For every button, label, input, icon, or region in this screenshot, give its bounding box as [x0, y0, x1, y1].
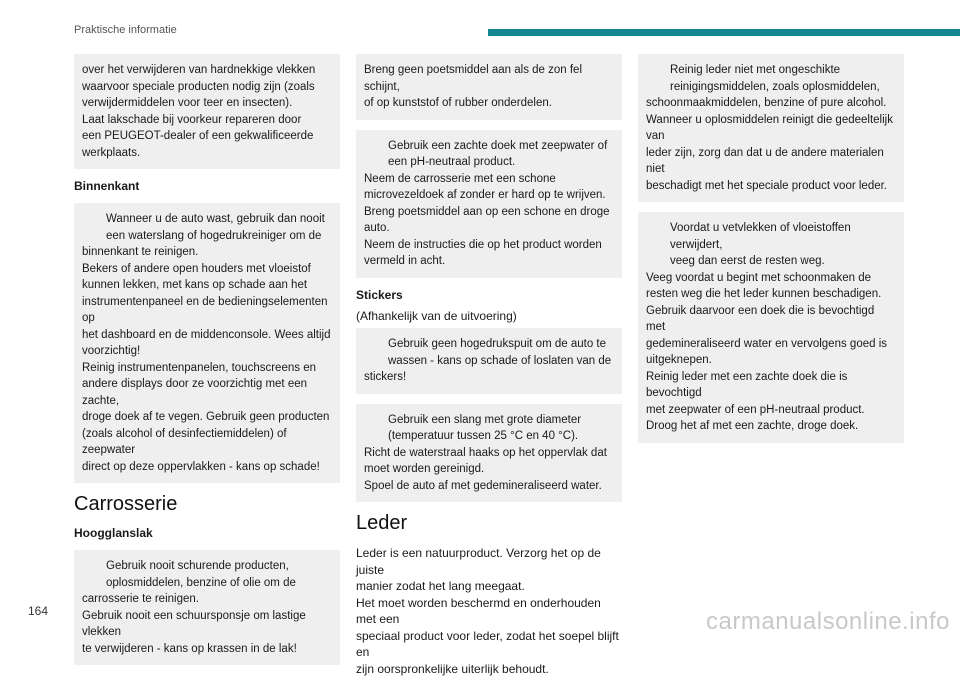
column-2: [356, 54, 622, 685]
text-line: Voordat u vetvlekken of vloeistoffen verwijdert,: [670, 222, 851, 251]
text-line: vermeld in acht.: [364, 255, 446, 267]
text-line: gedemineraliseerd water en vervolgens goed is: [646, 337, 888, 350]
info-box-hose: [356, 404, 622, 503]
column-3: [638, 54, 904, 453]
text-line: speciaal product voor leder, zodat het soepel blijft en: [356, 628, 619, 659]
text-line: stickers!: [364, 371, 407, 383]
warning-icon: [368, 337, 380, 355]
warning-icon: [650, 63, 662, 81]
text-line: Reinig leder met een zachte doek die is bevochtigd: [646, 370, 848, 399]
text-line: moet worden gereinigd.: [364, 463, 485, 475]
text-line: Wanneer u de auto wast, gebruik dan nooit: [106, 213, 325, 225]
text-line: te verwijderen - kans op krassen in de lak!: [82, 642, 297, 655]
warning-icon: [86, 212, 98, 230]
text-line: (temperatuur tussen 25 °C en 40 °C).: [388, 430, 579, 442]
text-line: Wanneer u oplosmiddelen reinigt die gedeeltelijk van: [646, 113, 893, 142]
text-line: Breng geen poetsmiddel aan als de zon fel schijnt,: [364, 64, 583, 93]
text-line: Neem de carrosserie met een schone: [364, 172, 556, 185]
running-header: Praktische informatie: [74, 24, 177, 36]
text-line: Veeg voordat u begint met schoonmaken de: [646, 271, 872, 284]
warning-box-leather: [638, 54, 904, 202]
subheading-gloss-paint: Hoogglanslak: [74, 526, 153, 540]
text-line: waarvoor speciale producten nodig zijn (zoals: [82, 80, 315, 93]
leather-intro: [356, 545, 622, 677]
info-icon: [650, 221, 662, 243]
info-lead: [364, 412, 614, 445]
warning-box-stickers: [356, 328, 622, 394]
text-line: (zoals alcohol of desinfectiemiddelen) of zeepwater: [82, 427, 287, 456]
warning-icon: [86, 559, 98, 577]
text-line: kunnen lekken, met kans op schade aan het: [82, 279, 308, 291]
info-box-stains: [638, 212, 904, 443]
warning-box-body: [74, 550, 340, 665]
text-line: Gebruik nooit een schuursponsje om lastige vlekken: [82, 609, 306, 638]
text-line: manier zodat het lang meegaat.: [356, 579, 525, 593]
text-line: wassen - kans op schade of loslaten van de: [388, 354, 612, 367]
text-line: Gebruik geen hogedrukspuit om de auto te: [388, 338, 607, 350]
text-line: Het moet worden beschermd en onderhouden met een: [356, 595, 601, 626]
text-line: over het verwijderen van hardnekkige vlekken: [82, 64, 316, 76]
column-1: [74, 54, 340, 675]
text-line: schoonmaakmiddelen, benzine of pure alcohol.: [646, 97, 887, 109]
info-box-cloth: [356, 130, 622, 278]
text-line: oplosmiddelen, benzine of olie om de: [106, 576, 296, 589]
text-line: droge doek af te vegen. Gebruik geen producten: [82, 411, 330, 423]
subheading-interior: Binnenkant: [74, 179, 140, 193]
text-line: Bekers of andere open houders met vloeistof: [82, 262, 311, 275]
text-line: Leder is een natuurproduct. Verzorg het op de juiste: [356, 546, 601, 577]
header-accent-bar: [488, 29, 960, 36]
text-line: beschadigt met het speciale product voor leder.: [646, 179, 888, 192]
text-line: resten weg die het leder kunnen beschadigen.: [646, 288, 882, 300]
note-box-continued: [74, 54, 340, 169]
warning-lead: [364, 336, 614, 369]
subheading-stickers: Stickers: [356, 287, 403, 302]
text-line: Reinig instrumentenpanelen, touchscreens en: [82, 361, 316, 374]
text-line: een waterslang of hogedrukreiniger om de: [106, 229, 322, 242]
text-line: met zeepwater of een pH-neutraal product.: [646, 403, 865, 416]
text-line: Laat lakschade bij voorkeur repareren door: [82, 113, 302, 126]
text-line: veeg dan eerst de resten weg.: [670, 255, 825, 267]
text-line: auto.: [364, 222, 390, 234]
text-line: een PEUGEOT-dealer of een gekwalificeerde: [82, 130, 314, 142]
info-icon: [368, 139, 380, 161]
text-line: instrumentenpaneel en de bedieningselementen op: [82, 295, 328, 324]
info-icon: [368, 413, 380, 435]
text-line: leder zijn, zorg dan dat u de andere materialen niet: [646, 146, 884, 175]
text-line: Droog het af met een zachte, droge doek.: [646, 420, 859, 432]
warning-lead: [82, 558, 332, 591]
text-line: andere displays door ze voorzichtig met een zachte,: [82, 378, 308, 407]
text-line: verwijdermiddelen voor teer en insecten).: [82, 97, 293, 109]
info-lead: [364, 138, 614, 171]
text-line: Breng poetsmiddel aan op een schone en droge: [364, 205, 610, 218]
watermark: carmanualsonline.info: [706, 608, 950, 635]
text-line: Gebruik een zachte doek met zeepwater of: [388, 139, 608, 152]
warning-box-interior: [74, 203, 340, 483]
text-line: Richt de waterstraal haaks op het oppervlak dat: [364, 446, 607, 459]
text-line: voorzichtig!: [82, 345, 141, 357]
text-line: Gebruik daarvoor een doek die is bevochtigd met: [646, 304, 875, 333]
text-line: het dashboard en de middenconsole. Wees altijd: [82, 328, 331, 341]
text-line: een pH-neutraal product.: [388, 156, 516, 168]
page-number: 164: [28, 604, 49, 618]
text-line: uitgeknepen.: [646, 354, 712, 366]
text-line: reinigingsmiddelen, zoals oplosmiddelen,: [670, 80, 880, 93]
text-line: Neem de instructies die op het product worden: [364, 238, 602, 251]
text-line: carrosserie te reinigen.: [82, 593, 199, 605]
text-line: Gebruik nooit schurende producten,: [106, 560, 289, 572]
text-line: binnenkant te reinigen.: [82, 246, 199, 258]
stickers-note: (Afhankelijk van de uitvoering): [356, 308, 517, 323]
text-line: of op kunststof of rubber onderdelen.: [364, 97, 552, 109]
warning-lead: [82, 211, 332, 244]
section-title-body: Carrosserie: [74, 493, 178, 515]
text-line: microvezeldoek af zonder er hard op te wrijven.: [364, 189, 606, 201]
text-line: werkplaats.: [82, 146, 141, 159]
text-line: Reinig leder niet met ongeschikte: [670, 64, 841, 76]
text-line: Spoel de auto af met gedemineraliseerd water.: [364, 479, 602, 492]
note-box-polish: [356, 54, 622, 120]
info-lead: [646, 220, 896, 270]
text-line: zijn oorspronkelijke uiterlijk behoudt.: [356, 661, 549, 676]
text-line: Gebruik een slang met grote diameter: [388, 413, 582, 426]
text-line: direct op deze oppervlakken - kans op schade!: [82, 460, 320, 473]
section-title-leather: Leder: [356, 512, 408, 534]
warning-lead: [646, 62, 896, 95]
